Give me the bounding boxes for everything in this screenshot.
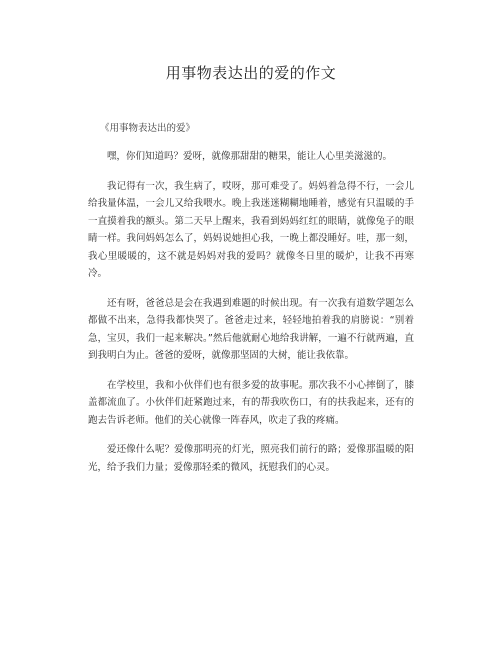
paragraph-4: 在学校里，我和小伙伴们也有很多爱的故事呢。那次我不小心摔倒了，膝盖都流血了。小伙伴们赶紧跑过来，有的帮我吹伤口，有的扶我起来，还有的跑去告诉老师。他们的关心就像一阵春风，吹走了我的疼痛。 [88, 379, 414, 426]
paragraph-1: 嘿，你们知道吗？爱呀，就像那甜甜的糖果，能让人心里美滋滋的。 [107, 151, 393, 162]
essay-subtitle: 《用事物表达出的爱》 [100, 123, 196, 134]
page-title: 用事物表达出的爱的作文 [165, 64, 337, 82]
paragraph-5: 爱还像什么呢？爱像那明亮的灯光，照亮我们前行的路；爱像那温暖的阳光，给予我们力量；爱像那轻柔的微风，抚慰我们的心灵。 [88, 444, 414, 473]
paragraph-2: 我记得有一次，我生病了，哎呀，那可难受了。妈妈着急得不行，一会儿给我量体温，一会儿又给我喂水。晚上我迷迷糊糊地睡着，感觉有只温暖的手一直摸着我的额头。第二天早上醒来，我看到妈妈红红的眼睛，就像兔子的眼睛一样。我问妈妈怎么了，妈妈说她担心我，一晚上都没睡好。哇，那一刻，我心里暖暖的，这不就是妈妈对我的爱吗？就像冬日里的暖炉，让我不再寒冷。 [88, 180, 414, 279]
paragraph-3: 还有呀，爸爸总是会在我遇到难题的时候出现。有一次我有道数学题怎么都做不出来，急得我都快哭了。爸爸走过来，轻轻地拍着我的肩膀说：“别着急，宝贝，我们一起来解决。”然后他就耐心地给我讲解，一遍不行就两遍，直到我明白为止。爸爸的爱呀，就像那坚固的大树，能让我依靠。 [88, 297, 414, 361]
